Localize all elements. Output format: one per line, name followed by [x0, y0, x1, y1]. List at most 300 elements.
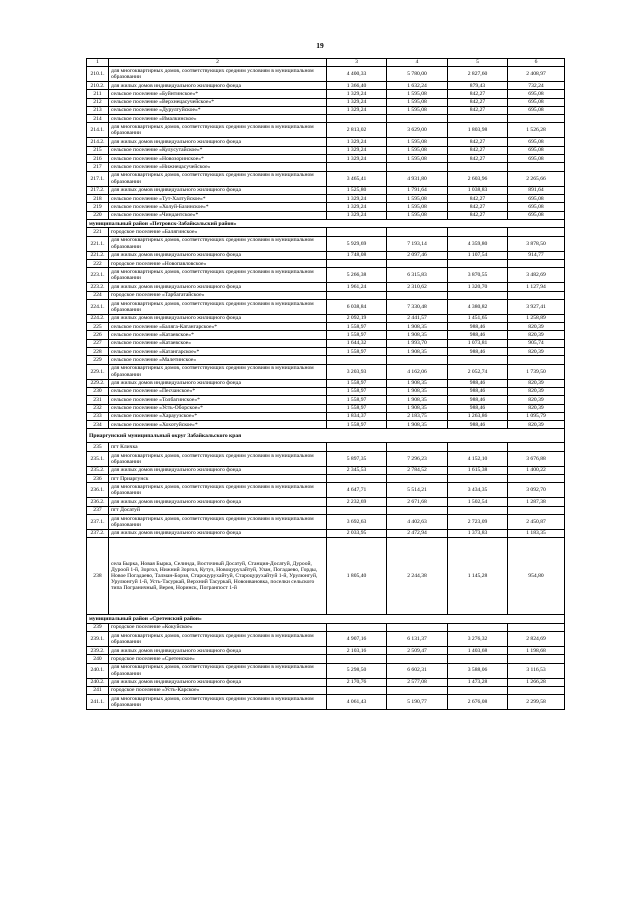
value-col-3: 1 644,32	[327, 339, 387, 347]
value-col-4: 1 908,35	[387, 421, 448, 429]
value-col-3	[327, 115, 387, 123]
value-col-5: 988,46	[448, 421, 508, 429]
value-col-6: 820,39	[508, 404, 565, 412]
value-col-3: 1 961,24	[327, 283, 387, 291]
row-description: сельское поселение «Ималкинское»	[109, 115, 327, 123]
value-col-6: 1 198,68	[508, 646, 565, 654]
row-number: 236	[87, 475, 109, 483]
value-col-3	[327, 291, 387, 299]
table-row	[87, 291, 565, 299]
header-col-3: 3	[327, 59, 387, 67]
table-row	[87, 186, 565, 194]
row-number: 216	[87, 155, 109, 163]
value-col-5	[448, 686, 508, 694]
table-row	[87, 194, 565, 202]
table-row	[87, 443, 565, 451]
value-col-3: 2 345,53	[327, 466, 387, 474]
value-col-3	[327, 475, 387, 483]
row-number: 239.2.	[87, 646, 109, 654]
section-row	[87, 429, 565, 443]
value-col-5: 842,27	[448, 138, 508, 146]
value-col-6: 1 258,89	[508, 314, 565, 322]
value-col-6: 820,39	[508, 379, 565, 387]
table-row	[87, 155, 565, 163]
value-col-5: 3 870,55	[448, 268, 508, 283]
value-col-4: 1 908,35	[387, 323, 448, 331]
value-col-6	[508, 443, 565, 451]
table-row	[87, 251, 565, 259]
value-col-3: 3 465,41	[327, 171, 387, 186]
row-description: пгт Досатуй	[109, 506, 327, 514]
row-description: городское поселение «Усть-Карское»	[109, 686, 327, 694]
row-description: сельское поселение «Кулусутайское»*	[109, 146, 327, 154]
value-col-6: 695,08	[508, 106, 565, 114]
row-number: 217	[87, 163, 109, 171]
row-number: 221.1.	[87, 236, 109, 251]
value-col-5: 1 502,54	[448, 498, 508, 506]
row-description: для многоквартирных домов, соответствующих средним условиям в муниципальном образовании	[109, 695, 327, 710]
value-col-6	[508, 686, 565, 694]
row-number: 238	[87, 538, 109, 615]
row-description: сельское поселение «Чиндантское»*	[109, 211, 327, 219]
value-col-6	[508, 228, 565, 236]
table-row	[87, 259, 565, 267]
value-col-5	[448, 506, 508, 514]
value-col-3: 1 558,97	[327, 379, 387, 387]
row-number: 240	[87, 655, 109, 663]
value-col-6	[508, 291, 565, 299]
value-col-5: 988,46	[448, 331, 508, 339]
row-description: сельское поселение «Буйнтинское»*	[109, 90, 327, 98]
row-description: для многоквартирных домов, соответствующих средним условиям в муниципальном образовании	[109, 514, 327, 529]
row-description: для жилых домов индивидуального жилищного фонда	[109, 138, 327, 146]
value-col-6: 695,08	[508, 211, 565, 219]
section-label: муниципальный район «Сретенский район»	[87, 615, 565, 624]
row-description: для многоквартирных домов, соответствующих средним условиям в муниципальном образовании	[109, 123, 327, 138]
value-col-6: 1 266,28	[508, 678, 565, 686]
row-number: 235.1.	[87, 451, 109, 466]
value-col-4: 2 097,46	[387, 251, 448, 259]
row-description: для жилых домов индивидуального жилищного фонда	[109, 379, 327, 387]
value-col-5: 4 152,10	[448, 451, 508, 466]
row-number: 212	[87, 98, 109, 106]
value-col-5: 988,46	[448, 387, 508, 395]
row-description: для многоквартирных домов, соответствующих средним условиям в муниципальном образовании	[109, 364, 327, 379]
value-col-5: 1 451,65	[448, 314, 508, 322]
table-row	[87, 171, 565, 186]
table-row	[87, 268, 565, 283]
value-col-4: 1 908,35	[387, 331, 448, 339]
value-col-4: 7 296,23	[387, 451, 448, 466]
row-number: 215	[87, 146, 109, 154]
value-col-6: 820,39	[508, 396, 565, 404]
value-col-3	[327, 259, 387, 267]
row-number: 240.1.	[87, 663, 109, 678]
value-col-3: 1 834,37	[327, 412, 387, 420]
row-description: сельское поселение «Песчанское»*	[109, 387, 327, 395]
table-row	[87, 299, 565, 314]
value-col-4: 6 602,31	[387, 663, 448, 678]
value-col-5	[448, 259, 508, 267]
value-col-3	[327, 356, 387, 364]
table-row	[87, 529, 565, 537]
row-number: 240.2.	[87, 678, 109, 686]
value-col-5: 3 588,06	[448, 663, 508, 678]
row-number: 224	[87, 291, 109, 299]
value-col-4: 5 780,00	[387, 67, 448, 82]
value-col-4: 7 330,48	[387, 299, 448, 314]
header-col-5: 5	[448, 59, 508, 67]
value-col-4: 4 162,06	[387, 364, 448, 379]
table-row	[87, 106, 565, 114]
row-description: для жилых домов индивидуального жилищного фонда	[109, 283, 327, 291]
row-description: сельское поселение «Катаевское»*	[109, 331, 327, 339]
table-body	[87, 67, 565, 710]
value-col-3	[327, 686, 387, 694]
value-col-3: 1 558,97	[327, 387, 387, 395]
row-description: для многоквартирных домов, соответствующих средним условиям в муниципальном образовании	[109, 631, 327, 646]
value-col-3: 1 558,97	[327, 348, 387, 356]
value-col-6: 3 116,53	[508, 663, 565, 678]
table-row	[87, 323, 565, 331]
value-col-6: 695,08	[508, 194, 565, 202]
value-col-6	[508, 506, 565, 514]
value-col-4: 2 784,52	[387, 466, 448, 474]
value-col-6: 820,39	[508, 387, 565, 395]
row-description: сельское поселение «Холуй-Базинское»*	[109, 203, 327, 211]
row-description: сельское поселение «Катангарское»*	[109, 348, 327, 356]
row-number: 214	[87, 115, 109, 123]
value-col-4: 2 671,68	[387, 498, 448, 506]
row-description: сельское поселение «Верхнецасучейское»*	[109, 98, 327, 106]
header-col-1: 1	[87, 59, 109, 67]
table-row	[87, 483, 565, 498]
value-col-3: 6 038,84	[327, 299, 387, 314]
value-col-5: 988,46	[448, 396, 508, 404]
row-description: пгт Кличка	[109, 443, 327, 451]
row-number: 241	[87, 686, 109, 694]
value-col-6: 2 450,87	[508, 514, 565, 529]
value-col-3: 3 692,63	[327, 514, 387, 529]
row-number: 231	[87, 396, 109, 404]
row-number: 229.1.	[87, 364, 109, 379]
row-number: 223.1.	[87, 268, 109, 283]
table-row	[87, 686, 565, 694]
table-row	[87, 631, 565, 646]
row-description: для жилых домов индивидуального жилищного фонда	[109, 498, 327, 506]
value-col-6: 1 739,50	[508, 364, 565, 379]
value-col-5: 3 434,35	[448, 483, 508, 498]
row-number: 239	[87, 623, 109, 631]
value-col-4	[387, 115, 448, 123]
table-row	[87, 387, 565, 395]
value-col-4: 1 595,08	[387, 211, 448, 219]
row-number: 225	[87, 323, 109, 331]
row-number: 229	[87, 356, 109, 364]
table-row	[87, 678, 565, 686]
value-col-5: 1 145,28	[448, 538, 508, 615]
table-row	[87, 623, 565, 631]
value-col-4: 2 472,94	[387, 529, 448, 537]
table-row	[87, 379, 565, 387]
value-col-5: 1 038,83	[448, 186, 508, 194]
value-col-4: 5 190,77	[387, 695, 448, 710]
value-col-6: 1 127,94	[508, 283, 565, 291]
row-description: городское поселение «Кокуйское»	[109, 623, 327, 631]
table-row	[87, 646, 565, 654]
table-row	[87, 466, 565, 474]
value-col-3: 2 232,69	[327, 498, 387, 506]
value-col-4: 1 595,08	[387, 146, 448, 154]
value-col-4	[387, 443, 448, 451]
value-col-4	[387, 163, 448, 171]
value-col-5: 842,27	[448, 203, 508, 211]
row-number: 214.2.	[87, 138, 109, 146]
value-col-3: 1 329,24	[327, 98, 387, 106]
value-col-6: 2 824,69	[508, 631, 565, 646]
value-col-4: 1 595,08	[387, 194, 448, 202]
header-col-2: 2	[109, 59, 327, 67]
value-col-6: 2 265,66	[508, 171, 565, 186]
row-number: 232	[87, 404, 109, 412]
row-number: 230	[87, 387, 109, 395]
value-col-3: 1 329,24	[327, 146, 387, 154]
value-col-6: 695,08	[508, 146, 565, 154]
value-col-4: 1 632,24	[387, 82, 448, 90]
value-col-4: 2 577,08	[387, 678, 448, 686]
row-number: 219	[87, 203, 109, 211]
value-col-6	[508, 655, 565, 663]
value-col-3: 2 103,16	[327, 646, 387, 654]
table-row	[87, 695, 565, 710]
value-col-3: 2 033,95	[327, 529, 387, 537]
table-row	[87, 115, 565, 123]
row-description: сельское поселение «Тут-Халтуйское»*	[109, 194, 327, 202]
value-col-6: 3 878,50	[508, 236, 565, 251]
table-row	[87, 475, 565, 483]
row-number: 227	[87, 339, 109, 347]
row-number: 237	[87, 506, 109, 514]
value-col-6: 891,64	[508, 186, 565, 194]
section-row	[87, 219, 565, 228]
row-number: 226	[87, 331, 109, 339]
value-col-3: 1 329,24	[327, 194, 387, 202]
value-col-5	[448, 443, 508, 451]
value-col-4: 2 509,47	[387, 646, 448, 654]
table-row	[87, 123, 565, 138]
row-number: 223.2.	[87, 283, 109, 291]
row-description: сельское поселение «Катаевское»	[109, 339, 327, 347]
table-row	[87, 356, 565, 364]
value-col-5: 1 803,98	[448, 123, 508, 138]
value-col-5: 4 359,80	[448, 236, 508, 251]
value-col-6	[508, 259, 565, 267]
value-col-4: 6 131,37	[387, 631, 448, 646]
value-col-4: 2 183,75	[387, 412, 448, 420]
value-col-4: 5 514,21	[387, 483, 448, 498]
value-col-3: 1 748,08	[327, 251, 387, 259]
value-col-3: 4 400,33	[327, 67, 387, 82]
value-col-3: 2 813,02	[327, 123, 387, 138]
table-row	[87, 90, 565, 98]
row-number: 222	[87, 259, 109, 267]
value-col-4	[387, 259, 448, 267]
row-number: 239.1.	[87, 631, 109, 646]
value-col-6: 695,08	[508, 90, 565, 98]
value-col-4: 2 244,38	[387, 538, 448, 615]
value-col-3: 1 329,24	[327, 90, 387, 98]
table-row	[87, 211, 565, 219]
value-col-3: 4 907,16	[327, 631, 387, 646]
row-description: сельское поселение «Баляга-Катангарское»*	[109, 323, 327, 331]
value-col-4: 1 908,35	[387, 396, 448, 404]
section-row	[87, 615, 565, 624]
row-description: для многоквартирных домов, соответствующих средним условиям в муниципальном образовании	[109, 663, 327, 678]
value-col-6: 1 095,79	[508, 412, 565, 420]
row-description: сельское поселение «Толбагинское»*	[109, 396, 327, 404]
row-number: 237.2.	[87, 529, 109, 537]
table-row	[87, 364, 565, 379]
table-row	[87, 514, 565, 529]
value-col-5	[448, 655, 508, 663]
value-col-5: 842,27	[448, 90, 508, 98]
value-col-5: 4 380,82	[448, 299, 508, 314]
table-row	[87, 82, 565, 90]
value-col-5	[448, 115, 508, 123]
section-label: Приаргунский муниципальный округ Забайкальского края	[87, 429, 565, 443]
row-description: для многоквартирных домов, соответствующих средним условиям в муниципальном образовании	[109, 268, 327, 283]
value-col-3: 3 203,93	[327, 364, 387, 379]
value-col-6: 3 092,70	[508, 483, 565, 498]
value-col-5	[448, 291, 508, 299]
row-number: 233	[87, 412, 109, 420]
table-row	[87, 348, 565, 356]
value-col-4: 1 595,08	[387, 90, 448, 98]
value-col-6: 732,24	[508, 82, 565, 90]
value-col-4	[387, 291, 448, 299]
value-col-3	[327, 443, 387, 451]
table-row	[87, 396, 565, 404]
row-description: сельское поселение «Харауузское»*	[109, 412, 327, 420]
table-row	[87, 283, 565, 291]
value-col-4: 1 595,08	[387, 106, 448, 114]
value-col-3: 1 558,97	[327, 331, 387, 339]
row-number: 210.2.	[87, 82, 109, 90]
table-row	[87, 98, 565, 106]
row-description: для жилых домов индивидуального жилищного фонда	[109, 646, 327, 654]
value-col-4: 1 993,70	[387, 339, 448, 347]
row-description: сельское поселение «Малетинское»	[109, 356, 327, 364]
value-col-4: 6 315,83	[387, 268, 448, 283]
row-description: городское поселение «Сретенское»	[109, 655, 327, 663]
value-col-5	[448, 356, 508, 364]
row-description: сельское поселение «Новозоринское»*	[109, 155, 327, 163]
value-col-4	[387, 356, 448, 364]
value-col-3: 4 061,43	[327, 695, 387, 710]
value-col-6: 3 927,41	[508, 299, 565, 314]
value-col-4: 2 310,62	[387, 283, 448, 291]
value-col-4: 1 595,08	[387, 155, 448, 163]
row-description: городское поселение «Новопавловское»	[109, 259, 327, 267]
value-col-3: 1 329,24	[327, 155, 387, 163]
table-row	[87, 538, 565, 615]
value-col-4	[387, 686, 448, 694]
value-col-5: 988,46	[448, 323, 508, 331]
value-col-6: 2 299,58	[508, 695, 565, 710]
value-col-5: 1 073,81	[448, 339, 508, 347]
value-col-6	[508, 163, 565, 171]
value-col-6	[508, 356, 565, 364]
value-col-3: 5 897,35	[327, 451, 387, 466]
value-col-6: 695,08	[508, 155, 565, 163]
value-col-5: 842,27	[448, 106, 508, 114]
row-number: 213	[87, 106, 109, 114]
value-col-5: 1 473,28	[448, 678, 508, 686]
value-col-4	[387, 228, 448, 236]
table-row	[87, 67, 565, 82]
value-col-3	[327, 228, 387, 236]
row-description: для многоквартирных домов, соответствующих средним условиям в муниципальном образовании	[109, 483, 327, 498]
value-col-3: 2 170,76	[327, 678, 387, 686]
row-number: 217.2.	[87, 186, 109, 194]
table-row	[87, 163, 565, 171]
row-number: 236.1.	[87, 483, 109, 498]
value-col-4: 7 193,14	[387, 236, 448, 251]
row-number: 210.1.	[87, 67, 109, 82]
value-col-6: 820,39	[508, 348, 565, 356]
value-col-6: 1 183,35	[508, 529, 565, 537]
value-col-5: 1 373,83	[448, 529, 508, 537]
row-number: 221	[87, 228, 109, 236]
value-col-5: 842,27	[448, 155, 508, 163]
row-description: для многоквартирных домов, соответствующих средним условиям в муниципальном образовании	[109, 299, 327, 314]
row-description: сельское поселение «Усть-Оборское»*	[109, 404, 327, 412]
table-row	[87, 663, 565, 678]
table-row	[87, 331, 565, 339]
value-col-6: 695,08	[508, 98, 565, 106]
value-col-6	[508, 623, 565, 631]
value-col-4: 1 908,35	[387, 379, 448, 387]
value-col-3: 1 329,24	[327, 106, 387, 114]
value-col-6: 695,08	[508, 203, 565, 211]
row-number: 241.1.	[87, 695, 109, 710]
value-col-4	[387, 655, 448, 663]
value-col-3	[327, 623, 387, 631]
value-col-3: 1 558,97	[327, 323, 387, 331]
value-col-5: 2 676,08	[448, 695, 508, 710]
table-row	[87, 203, 565, 211]
table-row	[87, 404, 565, 412]
row-description: для жилых домов индивидуального жилищного фонда	[109, 678, 327, 686]
value-col-5: 1 107,54	[448, 251, 508, 259]
value-col-5: 988,46	[448, 348, 508, 356]
value-col-5	[448, 163, 508, 171]
value-col-6: 1 287,38	[508, 498, 565, 506]
row-number: 229.2.	[87, 379, 109, 387]
value-col-3: 1 366,40	[327, 82, 387, 90]
value-col-6: 1 526,28	[508, 123, 565, 138]
table-row	[87, 228, 565, 236]
value-col-4	[387, 475, 448, 483]
value-col-3: 1 558,97	[327, 396, 387, 404]
header-col-4: 4	[387, 59, 448, 67]
header-row	[87, 59, 565, 67]
value-col-6: 2 408,97	[508, 67, 565, 82]
row-description: для жилых домов индивидуального жилищного фонда	[109, 466, 327, 474]
table-row	[87, 314, 565, 322]
value-col-6: 954,80	[508, 538, 565, 615]
value-col-3: 5 298,50	[327, 663, 387, 678]
